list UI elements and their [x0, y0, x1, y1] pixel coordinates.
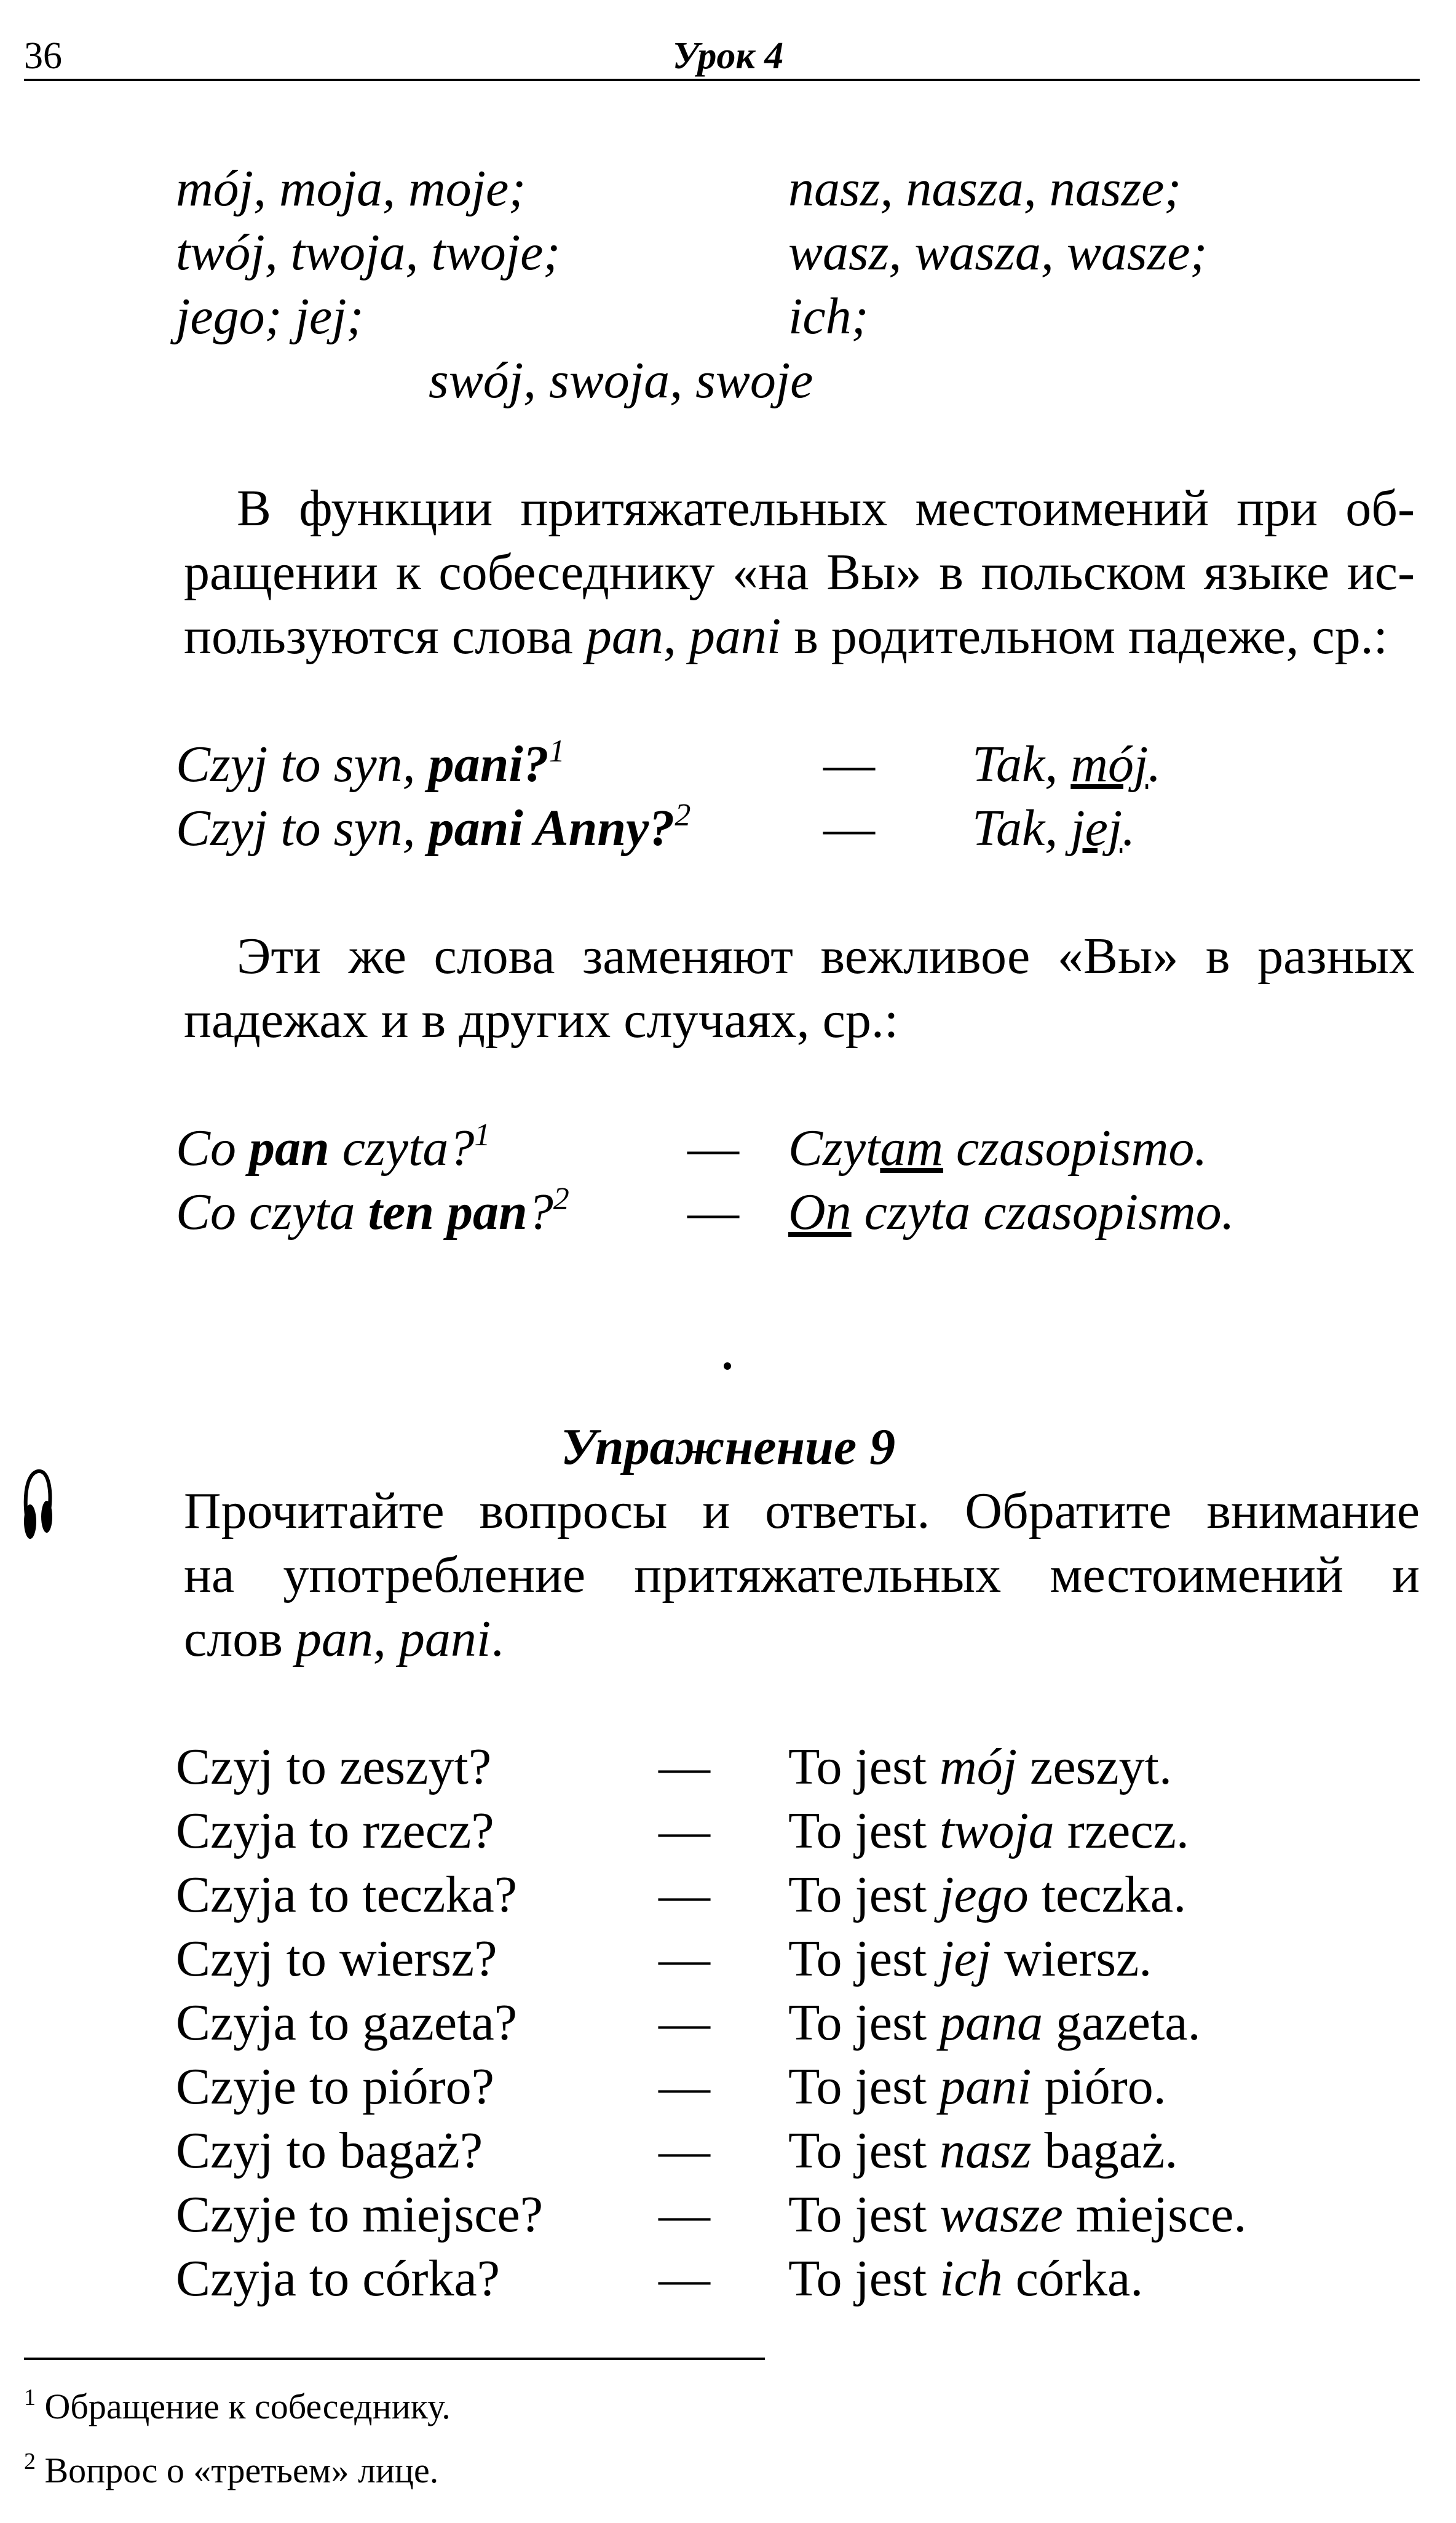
dash: — [687, 1119, 739, 1177]
footnote-ref: 1 [548, 734, 565, 769]
text-segment: pani [940, 2058, 1032, 2115]
pronoun-left: jego; jej; [176, 288, 364, 345]
exercise-answer [788, 1991, 1201, 2055]
text-segment: пользуются слова [184, 608, 586, 665]
text-segment: teczka. [1028, 1866, 1187, 1923]
dash: — [659, 2058, 710, 2115]
page-number: 36 [24, 35, 62, 77]
text-segment: jej [940, 1930, 992, 1987]
exercise-answer [788, 1799, 1189, 1863]
text-segment: To jest [788, 2250, 940, 2307]
footnote-ref: 1 [474, 1118, 491, 1153]
dash: — [659, 1802, 710, 1859]
instruction-line [184, 1479, 1420, 1543]
text-segment: zeszyt. [1017, 1738, 1172, 1795]
text-segment: gazeta. [1043, 1994, 1201, 2051]
example-question [176, 797, 690, 860]
text-segment: Co czyta [176, 1183, 368, 1241]
dash: — [659, 1866, 710, 1923]
footnote-text: Вопрос о «третьем» лице. [44, 2450, 439, 2490]
text-segment: Tak, [972, 736, 1071, 793]
text-segment: Czyj to syn, [176, 736, 429, 793]
exercise-answer [788, 2247, 1143, 2311]
footnote-ref: 2 [675, 798, 691, 833]
text-segment: , [663, 608, 689, 665]
dash: — [823, 736, 875, 793]
header-rule [24, 79, 1420, 81]
example-question [176, 1180, 569, 1244]
exercise-answer [788, 2055, 1166, 2119]
text-segment: падежах и в других случаях, ср.: [184, 991, 899, 1049]
text-segment: wasze [940, 2186, 1063, 2243]
text-segment: ten pan [368, 1183, 528, 1241]
text-segment: miejsce. [1062, 2186, 1247, 2243]
exercise-answer [788, 1863, 1186, 1927]
exercise-title: Упражнение 9 [560, 1418, 896, 1476]
exercise-answer [788, 2119, 1177, 2183]
text-segment: в родительном падеже, ср.: [781, 608, 1388, 665]
footnote-ref: 2 [553, 1182, 569, 1217]
text-segment: pani? [428, 736, 549, 793]
example-answer [788, 1180, 1235, 1244]
text-segment: To jest [788, 2122, 940, 2179]
pronoun-right: nasz, nasza, nasze; [788, 160, 1182, 217]
text-segment: на употребление притяжательных местоимений и [184, 1546, 1420, 1603]
text-segment: ich [940, 2250, 1003, 2307]
text-segment: To jest [788, 2186, 940, 2243]
text-segment: pana [940, 1994, 1043, 2051]
dash: — [659, 1994, 710, 2051]
text-segment: czyta czasopismo. [851, 1183, 1235, 1241]
text-segment: . [1122, 800, 1136, 857]
text-segment: wiersz. [991, 1930, 1152, 1987]
pronoun-right: wasz, wasza, wasze; [788, 224, 1208, 281]
footnote-mark: 2 [24, 2449, 36, 2474]
text-segment: pan, pani [295, 1610, 491, 1667]
headphones-icon [22, 1468, 53, 1540]
exercise-question: Czyja to córka? [176, 2250, 501, 2307]
example-question [176, 733, 565, 797]
text-segment: pani Anny? [428, 800, 675, 857]
text-segment: mój [1070, 736, 1149, 793]
text-segment: nasz [940, 2122, 1032, 2179]
exercise-question: Czyje to miejsce? [176, 2186, 544, 2243]
text-segment: mój [940, 1738, 1018, 1795]
text-segment: Czyj to syn, [176, 800, 429, 857]
text-segment: On [788, 1183, 852, 1241]
paragraph-line [237, 477, 1415, 541]
exercise-answer [788, 2183, 1246, 2247]
text-segment: Tak, [972, 800, 1071, 857]
text-segment: To jest [788, 2058, 940, 2115]
text-segment: To jest [788, 1738, 940, 1795]
text-segment: pióro. [1031, 2058, 1166, 2115]
pronoun-left: twój, twoja, twoje; [176, 224, 561, 281]
text-segment: ? [527, 1183, 553, 1241]
text-segment: czasopismo. [943, 1119, 1208, 1177]
dash: — [659, 1738, 710, 1795]
instruction-line [184, 1607, 504, 1671]
text-segment: . [1148, 736, 1161, 793]
exercise-question: Czyja to gazeta? [176, 1994, 518, 2051]
text-segment: Эти же слова заменяют вежливое «Вы» в разных [237, 928, 1415, 985]
text-segment: czyta? [329, 1119, 475, 1177]
dash: — [659, 2250, 710, 2307]
text-segment: To jest [788, 1802, 940, 1859]
text-segment: . [491, 1610, 504, 1667]
pronoun-left: mój, moja, moje; [176, 160, 526, 217]
text-segment: ращении к собеседнику «на Вы» в польском языке ис- [184, 544, 1415, 601]
exercise-question: Czyja to teczka? [176, 1866, 518, 1923]
footnote-2 [24, 2441, 438, 2500]
dash: — [659, 2122, 710, 2179]
text-segment: В функции притяжательных местоимений при об- [237, 480, 1415, 537]
dash: — [823, 800, 875, 857]
example-answer [972, 733, 1161, 797]
text-segment: jej [1070, 800, 1123, 857]
text-segment: córka. [1002, 2250, 1144, 2307]
text-segment: To jest [788, 1994, 940, 2051]
text-segment: To jest [788, 1930, 940, 1987]
exercise-question: Czyj to zeszyt? [176, 1738, 492, 1795]
text-segment: jego [940, 1866, 1029, 1923]
dash: — [687, 1183, 739, 1241]
text-segment: Прочитайте вопросы и ответы. Обратите внимание [184, 1482, 1420, 1540]
lesson-title: Урок 4 [672, 35, 784, 77]
paragraph-line [237, 924, 1415, 988]
paragraph-line [184, 605, 1388, 669]
text-segment: am [880, 1119, 944, 1177]
exercise-answer [788, 1735, 1172, 1799]
pronoun-right: ich; [788, 288, 869, 345]
exercise-question: Czyje to pióro? [176, 2058, 494, 2115]
instruction-line [184, 1543, 1420, 1607]
text-segment: To jest [788, 1866, 940, 1923]
text-segment: Czyt [788, 1119, 880, 1177]
text-segment: twoja [940, 1802, 1054, 1859]
exercise-question: Czyja to rzecz? [176, 1802, 494, 1859]
text-segment: bagaż. [1031, 2122, 1178, 2179]
example-answer [972, 797, 1135, 860]
exercise-question: Czyj to wiersz? [176, 1930, 497, 1987]
text-segment: pani [689, 608, 781, 665]
paragraph-line [184, 988, 898, 1052]
text-segment: pan [249, 1119, 330, 1177]
text-segment: pan [585, 608, 663, 665]
footnote-rule [24, 2358, 765, 2360]
scan-speck [724, 1362, 731, 1370]
dash: — [659, 1930, 710, 1987]
footnote-mark: 1 [24, 2385, 36, 2410]
example-question [176, 1116, 490, 1180]
exercise-question: Czyj to bagaż? [176, 2122, 483, 2179]
paragraph-line [184, 541, 1415, 605]
text-segment: Co [176, 1119, 250, 1177]
dash: — [659, 2186, 710, 2243]
example-answer [788, 1116, 1207, 1180]
text-segment: слов [184, 1610, 296, 1667]
text-segment: rzecz. [1054, 1802, 1189, 1859]
exercise-answer [788, 1927, 1152, 1991]
footnote-text: Обращение к собеседнику. [44, 2386, 451, 2426]
footnote-1 [24, 2377, 451, 2436]
pronoun-reflexive: swój, swoja, swoje [429, 352, 813, 409]
